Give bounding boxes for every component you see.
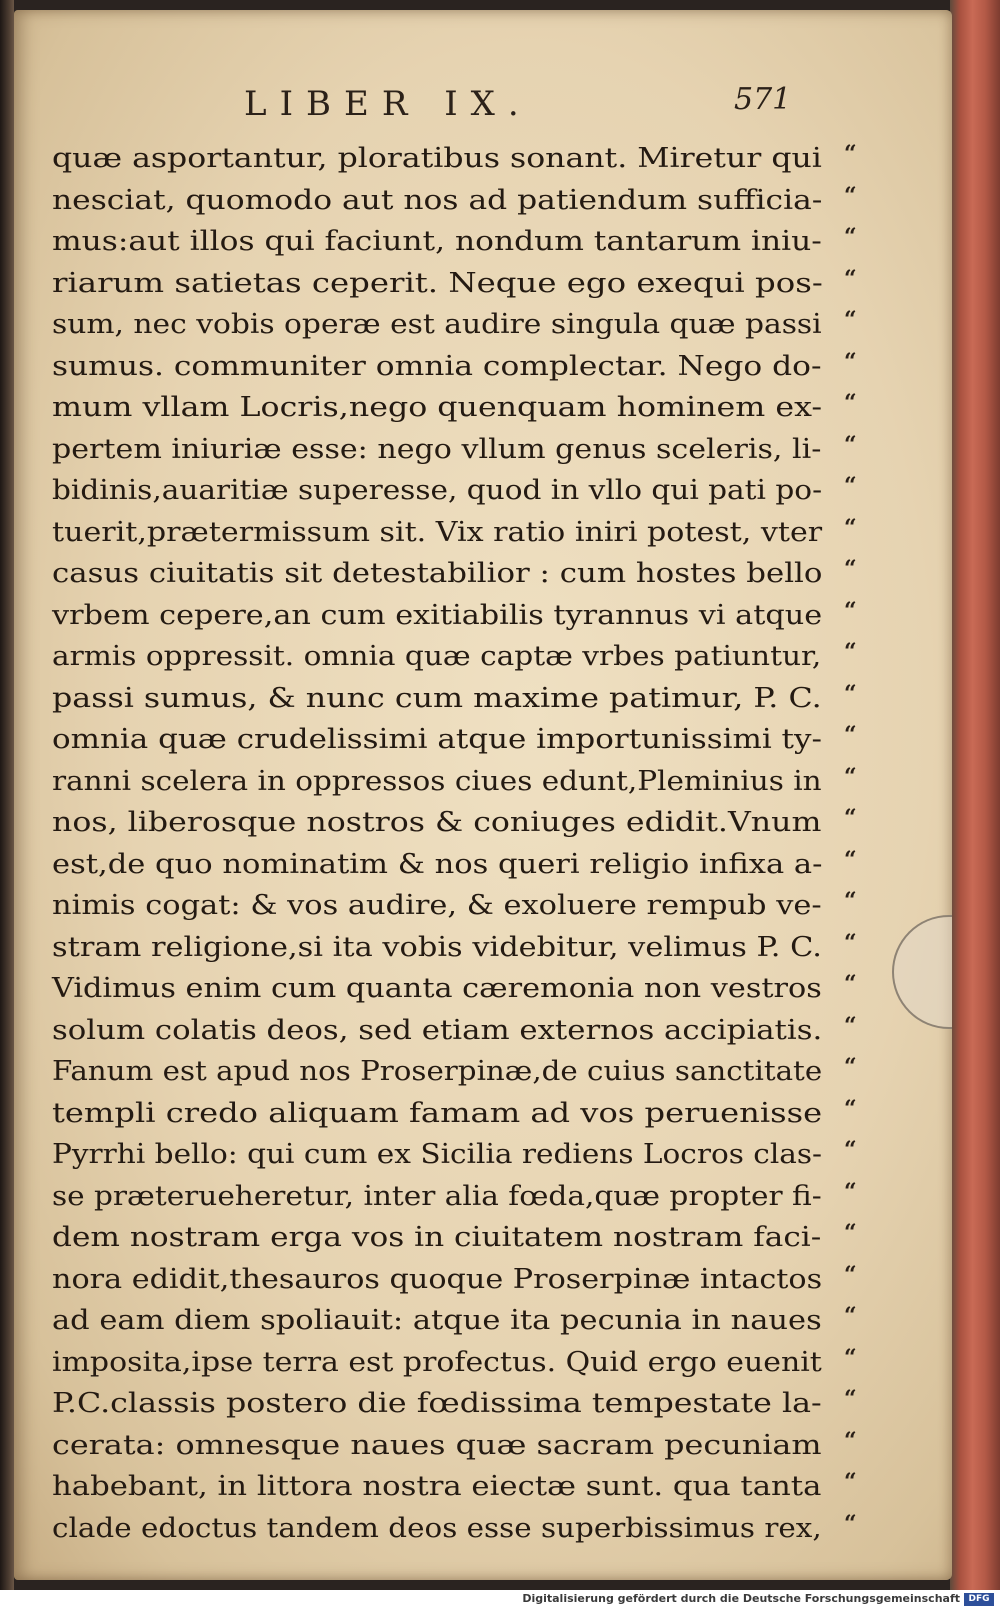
text-line	[52, 927, 912, 969]
text-line-content: clade edoctus tandem deos esse superbissimus rex,	[52, 1512, 822, 1544]
margin-quote-mark: “	[844, 1220, 857, 1246]
margin-quote-mark: “	[844, 514, 857, 541]
text-line-content: Vidimus enim cum quanta cæremonia non vestros	[52, 973, 822, 1004]
text-line-content: casus ciuitatis sit detestabilior : cum hostes bello	[52, 558, 823, 589]
text-line	[52, 1093, 912, 1135]
text-line	[52, 387, 912, 429]
margin-quote-mark: “	[844, 431, 857, 458]
margin-quote-mark: “	[844, 1344, 857, 1371]
text-line-content: ranni scelera in oppressos ciues edunt,Pleminius in	[52, 765, 822, 797]
margin-quote-mark: “	[844, 1303, 857, 1329]
text-line	[52, 1425, 912, 1467]
margin-quote-mark: “	[844, 1178, 857, 1205]
margin-quote-mark: “	[844, 348, 857, 375]
text-line	[52, 180, 912, 222]
margin-quote-mark: “	[844, 556, 857, 582]
text-line	[52, 429, 912, 471]
text-line	[52, 1010, 912, 1052]
text-line-content: Pyrrhi bello: qui cum ex Sicilia rediens Locros clas-	[52, 1139, 823, 1170]
margin-quote-mark: “	[844, 680, 857, 707]
margin-quote-mark: “	[844, 722, 857, 748]
text-line	[52, 346, 912, 388]
funding-credit: Digitalisierung gefördert durch die Deutsche Forschungsgemeinschaft	[522, 1592, 960, 1605]
text-line-content: imposita,ipse terra est profectus. Quid ergo euenit	[52, 1346, 822, 1378]
text-line-content: sum, nec vobis operæ est audire singula quæ passi	[52, 309, 822, 340]
text-line	[52, 968, 912, 1010]
text-line	[52, 304, 912, 346]
margin-quote-mark: “	[844, 597, 857, 624]
margin-quote-mark: “	[844, 1095, 857, 1122]
page-edge	[950, 0, 1000, 1590]
text-line-content: vrbem cepere,an cum exitiabilis tyrannus vi atque	[52, 599, 823, 631]
binding-edge	[0, 0, 14, 1590]
text-line	[52, 1051, 912, 1093]
margin-quote-mark: “	[844, 929, 857, 956]
margin-quote-mark: “	[844, 1137, 857, 1163]
text-line	[52, 719, 912, 761]
margin-quote-mark: “	[844, 846, 857, 873]
text-line-content: pertem iniuriæ esse: nego vllum genus sceleris, li-	[52, 433, 822, 465]
text-line	[52, 802, 912, 844]
text-line	[52, 595, 912, 637]
margin-quote-mark: “	[844, 1510, 857, 1537]
text-line-content: templi credo aliquam famam ad vos peruenisse	[52, 1097, 823, 1129]
text-line-content: est,de quo nominatim & nos queri religio infixa a-	[52, 848, 823, 880]
margin-quote-mark: “	[844, 1386, 857, 1412]
margin-quote-mark: “	[844, 473, 857, 499]
margin-quote-mark: “	[844, 141, 857, 167]
margin-quote-mark: “	[844, 763, 857, 790]
margin-quote-mark: “	[844, 1012, 857, 1039]
footer-bar	[0, 1590, 1000, 1610]
text-line	[52, 1508, 912, 1550]
text-line	[52, 1259, 912, 1301]
text-line	[52, 1466, 912, 1508]
text-line-content: sumus. communiter omnia complectar. Nego do-	[52, 350, 822, 382]
text-line	[52, 1134, 912, 1176]
text-line-content: stram religione,si ita vobis videbitur, velimus P. C.	[52, 931, 822, 963]
text-line-content: Fanum est apud nos Proserpinæ,de cuius sanctitate	[52, 1056, 823, 1087]
text-line-content: riarum satietas ceperit. Neque ego exequi pos-	[52, 267, 823, 299]
margin-quote-mark: “	[844, 307, 857, 333]
dfg-logo: DFG	[964, 1593, 994, 1606]
text-line-content: mum vllam Locris,nego quenquam hominem ex-	[52, 392, 823, 423]
margin-quote-mark: “	[844, 265, 857, 292]
text-line	[52, 138, 912, 180]
running-head	[14, 80, 952, 130]
text-line	[52, 470, 912, 512]
text-line-content: nesciat, quomodo aut nos ad patiendum sufficia-	[52, 184, 823, 216]
text-line-content: tuerit,prætermissum sit. Vix ratio iniri potest, vter	[52, 516, 823, 548]
text-line-content: dem nostram erga vos in ciuitatem nostram faci-	[52, 1222, 822, 1253]
text-line-content: armis oppressit. omnia quæ captæ vrbes patiuntur,	[52, 641, 822, 672]
margin-quote-mark: “	[844, 182, 857, 209]
body-text	[52, 138, 912, 1549]
text-line	[52, 636, 912, 678]
running-head-title: LIBER IX.	[244, 84, 532, 124]
text-line-content: nora edidit,thesauros quoque Proserpinæ intactos	[52, 1263, 823, 1295]
text-line	[52, 553, 912, 595]
text-line-content: mus:aut illos qui faciunt, nondum tantarum iniu-	[52, 226, 822, 257]
margin-quote-mark: “	[844, 805, 857, 831]
text-line	[52, 678, 912, 720]
text-line-content: omnia quæ crudelissimi atque importunissimi ty-	[52, 724, 822, 755]
margin-quote-mark: “	[844, 971, 857, 997]
text-line-content: se præterueheretur, inter alia fœda,quæ propter fi-	[52, 1180, 822, 1212]
margin-quote-mark: “	[844, 224, 857, 250]
text-line-content: bidinis,auaritiæ superesse, quod in vllo qui pati po-	[52, 475, 823, 506]
text-line	[52, 885, 912, 927]
text-line-content: nos, liberosque nostros & coniuges edidit.Vnum	[52, 807, 822, 838]
margin-quote-mark: “	[844, 888, 857, 914]
page-number: 571	[734, 82, 792, 117]
text-line-content: cerata: omnesque naues quæ sacram pecuniam	[52, 1429, 822, 1461]
margin-quote-mark: “	[844, 639, 857, 665]
margin-quote-mark: “	[844, 1261, 857, 1288]
book-page	[14, 10, 952, 1580]
text-line	[52, 844, 912, 886]
text-line-content: P.C.classis postero die fœdissima tempestate la-	[52, 1388, 822, 1419]
text-line	[52, 1300, 912, 1342]
text-line	[52, 512, 912, 554]
margin-quote-mark: “	[844, 390, 857, 416]
margin-quote-mark: “	[844, 1427, 857, 1454]
text-line	[52, 221, 912, 263]
text-line-content: ad eam diem spoliauit: atque ita pecunia in naues	[52, 1305, 822, 1336]
text-line-content: passi sumus, & nunc cum maxime patimur, P. C.	[52, 682, 822, 714]
text-line	[52, 761, 912, 803]
text-line-content: quæ asportantur, ploratibus sonant. Miretur qui	[52, 143, 822, 174]
text-line	[52, 1217, 912, 1259]
margin-quote-mark: “	[844, 1054, 857, 1080]
text-line	[52, 1383, 912, 1425]
margin-quote-mark: “	[844, 1469, 857, 1495]
text-line	[52, 1176, 912, 1218]
text-line	[52, 263, 912, 305]
text-line-content: habebant, in littora nostra eiectæ sunt. qua tanta	[52, 1471, 822, 1502]
text-line-content: solum colatis deos, sed etiam externos accipiatis.	[52, 1014, 823, 1046]
text-line	[52, 1342, 912, 1384]
text-line-content: nimis cogat: & vos audire, & exoluere rempub ve-	[52, 890, 822, 921]
